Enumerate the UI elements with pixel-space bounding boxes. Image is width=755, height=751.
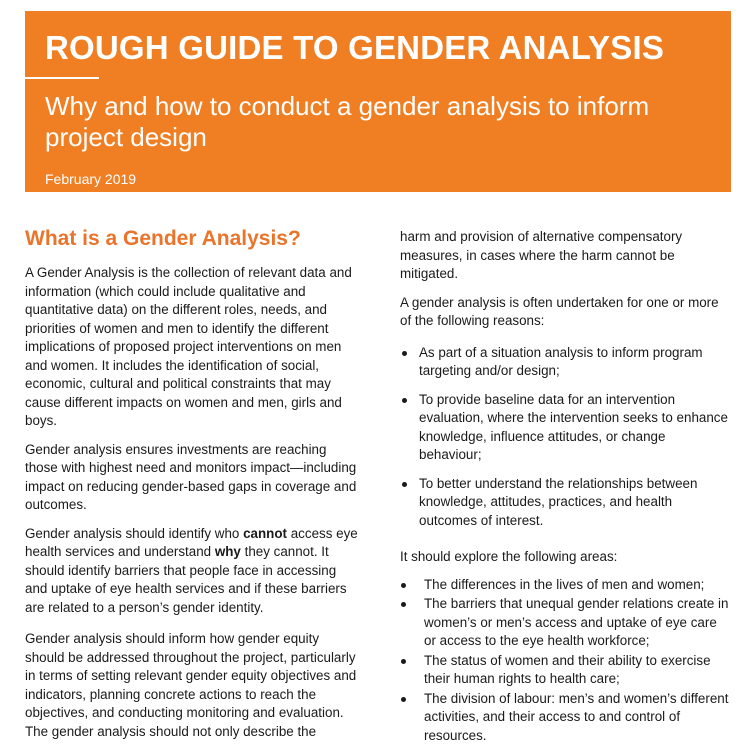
paragraph-explore-intro: It should explore the following areas: — [400, 549, 618, 564]
list-item: The barriers that unequal gender relations create in women’s or men’s access and uptake of eye care or access to the eye health workforce; — [400, 595, 730, 651]
paragraph-continuation: harm and provision of alternative compensatory measures, in cases where the harm cannot be mitigated. — [400, 229, 683, 281]
emphasis-why: why — [214, 544, 241, 559]
left-column — [25, 226, 360, 751]
text-run: Gender analysis should identify who — [25, 525, 244, 541]
title-divider — [25, 77, 99, 79]
document-title: ROUGH GUIDE TO GENDER ANALYSIS — [45, 29, 665, 66]
paragraph-reasons-intro: A gender analysis is often undertaken for one or more of the following reasons: — [400, 294, 719, 328]
header-banner — [25, 11, 731, 192]
list-item: To provide baseline data for an intervention evaluation, where the intervention seeks to enhance knowledge, influence attitudes, or change behaviour; — [400, 391, 730, 465]
paragraph-equity: Gender analysis should inform how gender equity should be addressed throughout the project, particularly in terms of setting relevant gender equity objectives and indicators, planning concrete actions to reach the objectives, and conducting monitoring and evaluation. The gender analysis should not only describe the — [25, 631, 357, 739]
emphasis-cannot: cannot — [243, 525, 288, 541]
paragraph-definition: A Gender Analysis is the collection of relevant data and information (which could include qualitative and quantitative data) on the different roles, needs, and priorities of women and men to identify the different implications of proposed project interventions on men and women. It includes the identification of social, economic, cultural and political constraints that may cause different impacts on women and men, girls and boys. — [25, 265, 352, 428]
list-item: The division of labour: men’s and women’s different activities, and their access to and control of resources. — [400, 690, 730, 746]
list-item: To better understand the relationships between knowledge, attitudes, practices, and health outcomes of interest. — [400, 475, 730, 531]
text-run: access eye health services and understand — [25, 525, 358, 559]
reasons-list — [400, 344, 730, 531]
paragraph-access — [25, 525, 360, 618]
list-item: The status of women and their ability to exercise their human rights to health care; — [400, 652, 730, 689]
paragraph-investments: Gender analysis ensures investments are reaching those with highest need and monitors impact—including impact on reducing gender-based gaps in coverage and outcomes. — [25, 441, 357, 512]
areas-list — [400, 576, 730, 746]
document-subtitle: Why and how to conduct a gender analysis to inform project design — [45, 91, 650, 152]
list-item: As part of a situation analysis to inform program targeting and/or design; — [400, 344, 730, 381]
text-run: they cannot. It should identify barriers that people face in accessing and uptake of eye health services and if these barriers are related to a person’s gender identity. — [25, 544, 347, 615]
publication-date: February 2019 — [45, 171, 137, 187]
section-heading: What is a Gender Analysis? — [25, 227, 301, 250]
right-column — [400, 228, 730, 746]
list-item: The differences in the lives of men and women; — [400, 576, 730, 595]
